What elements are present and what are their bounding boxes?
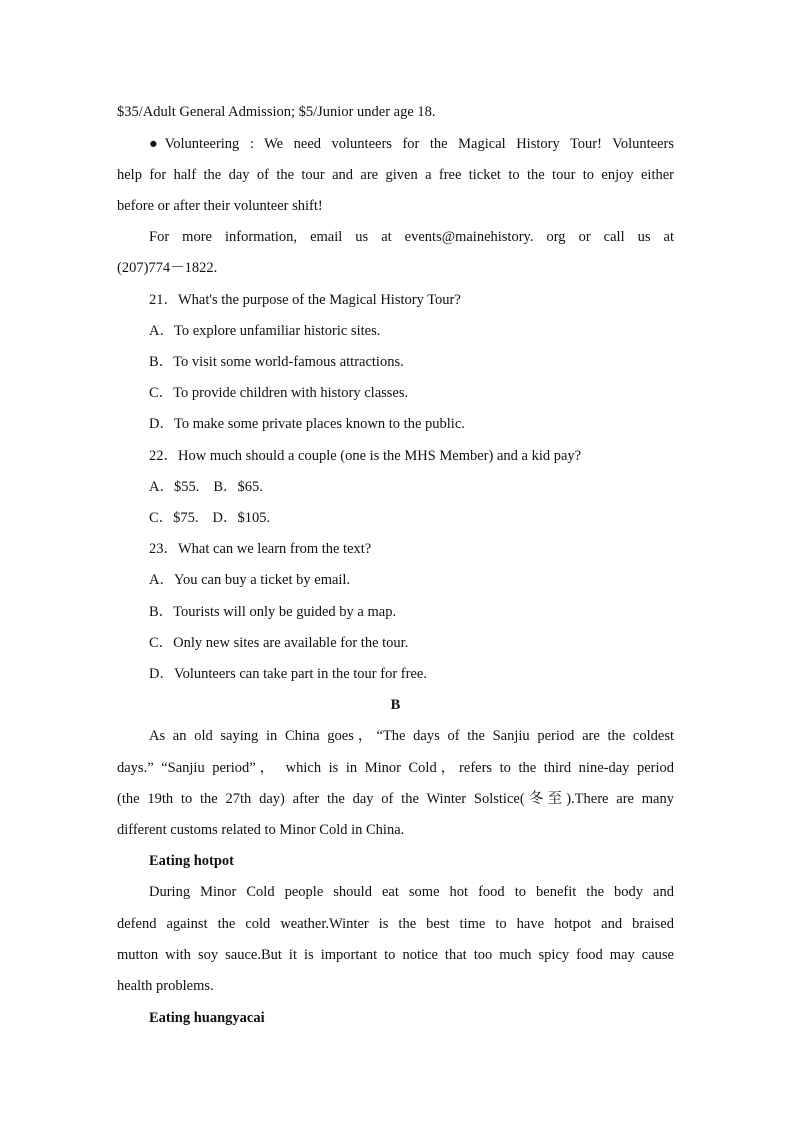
question-21-option-a: A．To explore unfamiliar historic sites. [149,323,381,339]
question-23-stem: 23．What can we learn from the text? [149,541,372,557]
volunteering-line-3: before or after their volunteer shift! [117,198,323,214]
question-22-option-b: B．$65. [213,479,263,495]
question-22-options-row-1 [149,477,674,497]
question-22-options-row-2 [149,508,674,528]
question-22-stem: 22．How much should a couple (one is the MHS Member) and a kid pay? [149,448,582,464]
section-b-intro-line-2: days.” “Sanjiu period”， which is in Minor Cold，refers to the third nine-day period [117,760,674,776]
question-22-option-a: A．$55. [149,479,200,495]
info-line-1: For more information, email us at events@mainehistory. org or call us at [149,229,674,245]
question-22-option-c: C．$75. [149,510,199,526]
section-b-heading: B [390,697,401,713]
question-23-option-a: A．You can buy a ticket by email. [149,572,351,588]
hotpot-line-3: mutton with soy sauce.But it is important to notice that too much spicy food may cause [117,947,674,963]
hotpot-line-1: During Minor Cold people should eat some hot food to benefit the body and [149,884,674,900]
volunteering-line-1: ●Volunteering : We need volunteers for the Magical History Tour! Volunteers [149,136,674,152]
question-21-stem: 21．What's the purpose of the Magical History Tour? [149,292,461,308]
question-21-option-b: B．To visit some world-famous attractions. [149,354,404,370]
volunteering-line-2: help for half the day of the tour and are given a free ticket to the tour to enjoy either [117,167,674,183]
huangyacai-heading: Eating huangyacai [149,1010,265,1026]
question-23-option-d: D．Volunteers can take part in the tour for free. [149,666,427,682]
info-line-2: (207)774－1822. [117,260,218,276]
admission-line: $35/Adult General Admission; $5/Junior under age 18. [117,104,436,120]
section-b-intro-line-4: different customs related to Minor Cold in China. [117,822,405,838]
hotpot-line-2: defend against the cold weather.Winter is the best time to have hotpot and braised [117,916,674,932]
question-23-option-c: C．Only new sites are available for the tour. [149,635,409,651]
question-21-option-d: D．To make some private places known to the public. [149,416,465,432]
question-22-option-d: D．$105. [212,510,271,526]
question-23-option-b: B．Tourists will only be guided by a map. [149,604,397,620]
hotpot-heading: Eating hotpot [149,853,235,869]
section-b-intro-line-1: As an old saying in China goes，“The days of the Sanjiu period are the coldest [149,728,674,744]
question-21-option-c: C．To provide children with history classes. [149,385,409,401]
hotpot-line-4: health problems. [117,978,214,994]
section-b-intro-line-3: (the 19th to the 27th day) after the day of the Winter Solstice(冬至).There are many [117,791,674,807]
